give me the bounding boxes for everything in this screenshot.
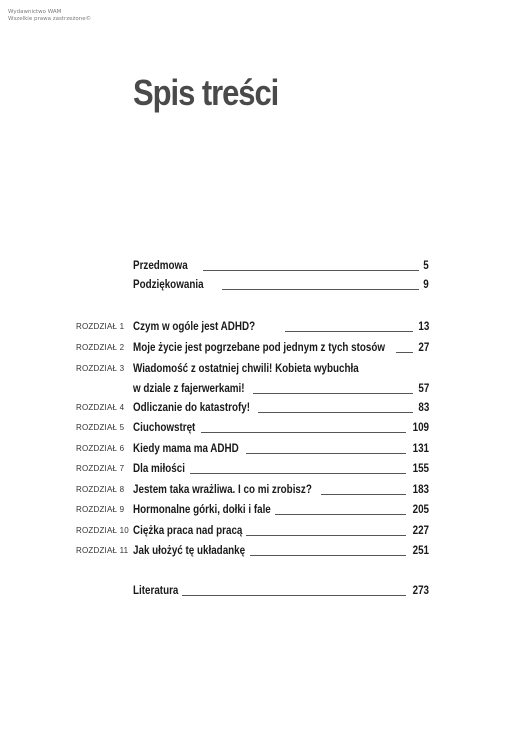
toc-entry-title: Hormonalne górki, dołki i fale (133, 502, 271, 516)
toc-entry-chapter-1[interactable] (0, 316, 525, 336)
leader-line (396, 351, 412, 353)
toc-entry-chapter-2[interactable] (0, 337, 525, 357)
leader-line (203, 269, 420, 271)
toc-entry-page: 183 (412, 482, 429, 496)
leader-line (321, 493, 406, 495)
toc-entry-page: 155 (412, 461, 429, 475)
toc-entry-title: Ciuchowstręt (133, 420, 196, 434)
leader-line (253, 392, 413, 394)
toc-entry-bibliography[interactable] (0, 580, 525, 600)
toc-entry-page: 131 (412, 441, 429, 455)
leader-line (246, 452, 406, 454)
chapter-label: ROZDZIAŁ 4 (76, 403, 125, 412)
toc-entry-chapter-8[interactable] (0, 479, 525, 499)
page-title: Spis treści (133, 72, 279, 113)
toc-entry-title: Odliczanie do katastrofy! (133, 400, 251, 414)
toc-entry-title: Przedmowa (133, 258, 188, 272)
toc-entry-title: Kiedy mama ma ADHD (133, 441, 239, 455)
leader-line (275, 513, 406, 515)
chapter-label: ROZDZIAŁ 11 (76, 546, 129, 555)
chapter-label: ROZDZIAŁ 7 (76, 464, 125, 473)
toc-entry-title: Moje życie jest pogrzebane pod jednym z tych stosów (133, 340, 386, 354)
toc-entry-chapter-6[interactable] (0, 438, 525, 458)
leader-line (250, 554, 406, 556)
leader-line (246, 534, 406, 536)
toc-entry-title: Podziękowania (133, 277, 204, 291)
chapter-label: ROZDZIAŁ 1 (76, 322, 125, 331)
toc-entry-page: 109 (412, 420, 429, 434)
copyright-notice: Wszelkie prawa zastrzeżone© (8, 16, 92, 22)
toc-entry-acknowledgements[interactable] (0, 274, 525, 294)
toc-entry-page: 27 (418, 340, 429, 354)
leader-line (201, 431, 406, 433)
toc-entry-title: Czym w ogóle jest ADHD? (133, 319, 256, 333)
leader-line (190, 472, 406, 474)
chapter-label: ROZDZIAŁ 3 (76, 364, 125, 373)
chapter-label: ROZDZIAŁ 9 (76, 505, 125, 514)
toc-entry-page: 205 (412, 502, 429, 516)
chapter-label: ROZDZIAŁ 5 (76, 423, 125, 432)
toc-entry-page: 5 (423, 258, 429, 272)
toc-entry-title-continued: w dziale z fajerwerkami! (133, 381, 245, 395)
leader-line (222, 288, 419, 290)
toc-entry-chapter-5[interactable] (0, 417, 525, 437)
toc-entry-page: 57 (418, 381, 429, 395)
leader-line (285, 330, 413, 332)
leader-line (258, 411, 413, 413)
toc-entry-title: Literatura (133, 583, 179, 597)
chapter-label: ROZDZIAŁ 6 (76, 444, 125, 453)
toc-entry-preface[interactable] (0, 255, 525, 275)
toc-entry-title: Jak ułożyć tę układankę (133, 543, 246, 557)
chapter-label: ROZDZIAŁ 8 (76, 485, 125, 494)
toc-entry-chapter-11[interactable] (0, 540, 525, 560)
toc-entry-page: 83 (418, 400, 429, 414)
toc-entry-page: 13 (418, 319, 429, 333)
toc-entry-title: Jestem taka wrażliwa. I co mi zrobisz? (133, 482, 312, 496)
publisher-name: Wydawnictwo WAM (8, 9, 62, 15)
toc-entry-page: 251 (412, 543, 429, 557)
toc-entry-chapter-9[interactable] (0, 499, 525, 519)
toc-entry-page: 9 (423, 277, 429, 291)
toc-entry-chapter-4[interactable] (0, 397, 525, 417)
toc-entry-page: 227 (412, 523, 429, 537)
toc-entry-chapter-10[interactable] (0, 520, 525, 540)
toc-entry-title: Dla miłości (133, 461, 185, 475)
chapter-label: ROZDZIAŁ 2 (76, 343, 125, 352)
toc-entry-chapter-7[interactable] (0, 458, 525, 478)
toc-entry-page: 273 (412, 583, 429, 597)
toc-entry-title: Wiadomość z ostatniej chwili! Kobieta wybuchła (133, 361, 359, 375)
toc-entry-chapter-3[interactable] (0, 358, 525, 398)
chapter-label: ROZDZIAŁ 10 (76, 526, 129, 535)
toc-entry-title: Ciężka praca nad pracą (133, 523, 243, 537)
leader-line (182, 594, 406, 596)
